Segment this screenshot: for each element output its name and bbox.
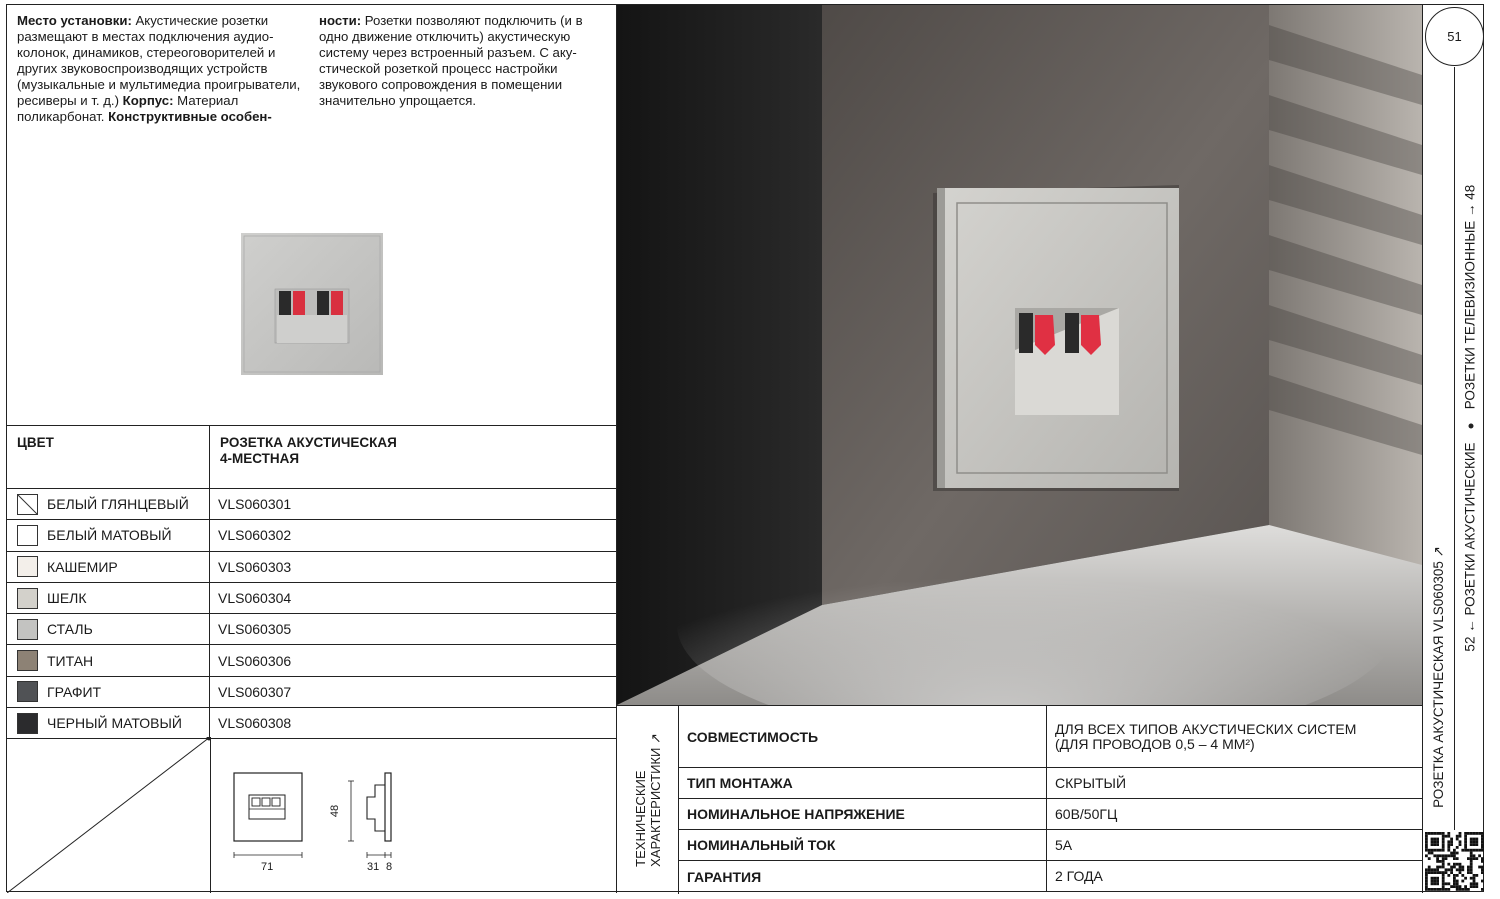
product-code: VLS060302 [218, 527, 292, 544]
color-row [7, 552, 617, 583]
spec-key: ТИП МОНТАЖА [679, 768, 1047, 798]
description-col-1 [17, 13, 305, 125]
desc-label-design-cont: ности: [319, 13, 362, 28]
product-code: VLS060303 [218, 558, 292, 575]
color-swatch [17, 525, 38, 546]
front-view-drawing [227, 771, 307, 871]
rail-divider [1454, 67, 1455, 830]
dim-depth-label: 31 [367, 861, 380, 873]
spec-key: НОМИНАЛЬНОЕ НАПРЯЖЕНИЕ [679, 799, 1047, 829]
color-cell [7, 677, 210, 707]
product-description [17, 13, 607, 125]
right-navigation-rail [1422, 5, 1485, 893]
spec-value: 60В/50ГЦ [1055, 805, 1118, 822]
specs-section-label [617, 706, 679, 894]
description-col-2 [319, 13, 607, 125]
color-swatch [17, 681, 38, 702]
color-swatch [17, 650, 38, 671]
color-name: ШЕЛК [47, 590, 87, 607]
color-table-header [7, 426, 617, 489]
color-table [7, 425, 617, 739]
color-name: ГРАФИТ [47, 683, 102, 700]
header-product: РОЗЕТКА АКУСТИЧЕСКАЯ 4-МЕСТНАЯ [220, 435, 397, 466]
drawing-divider [210, 737, 211, 893]
color-cell [7, 552, 210, 582]
color-cell [7, 645, 210, 675]
color-cell [7, 583, 210, 613]
spec-key: ГАРАНТИЯ [679, 861, 1047, 892]
product-thumbnail [241, 233, 383, 375]
spec-value: СКРЫТЫЙ [1055, 774, 1127, 791]
spec-key: НОМИНАЛЬНЫЙ ТОК [679, 830, 1047, 860]
color-cell [7, 520, 210, 550]
header-color: ЦВЕТ [7, 426, 210, 488]
side-view-drawing [335, 771, 405, 871]
color-row [7, 645, 617, 676]
spec-row [679, 799, 1422, 830]
color-row [7, 489, 617, 520]
technical-specs [617, 705, 1422, 893]
product-code: VLS060304 [218, 590, 292, 607]
product-code: VLS060305 [218, 621, 292, 638]
spec-row [679, 830, 1422, 861]
nav-link-acoustic-sockets[interactable]: 52 ← РОЗЕТКИ АКУСТИЧЕСКИЕ [1462, 442, 1478, 652]
product-title-vertical[interactable]: РОЗЕТКА АКУСТИЧЕСКАЯ VLS060305 ↗ [1431, 546, 1446, 808]
desc-text-body: Материал поликарбонат. [17, 93, 239, 124]
color-row [7, 708, 617, 739]
specs-label-text [633, 733, 663, 867]
color-name: КАШЕМИР [47, 558, 118, 575]
color-swatch [17, 713, 38, 734]
desc-label-install: Место установки: [17, 13, 132, 28]
left-column [7, 5, 617, 893]
dim-frame-label: 8 [386, 861, 393, 873]
desc-text-install: Акустические розетки размещают в местах подключения аудиоколонок, динамиков, стереоговорителей и других звуковоспроизводящих устройств (музыкальные и мультимедиа проигрыватели, ресиверы и т. д.) [17, 13, 301, 108]
color-name: ТИТАН [47, 652, 94, 669]
color-name: ЧЕРНЫЙ МАТОВЫЙ [47, 715, 182, 732]
color-swatch [17, 494, 38, 515]
spec-value: ДЛЯ ВСЕХ ТИПОВ АКУСТИЧЕСКИХ СИСТЕМ (ДЛЯ ПРОВОДОВ 0,5 – 4 ММ²) [1055, 720, 1357, 752]
product-code: VLS060307 [218, 683, 292, 700]
spec-row [679, 861, 1422, 892]
product-code: VLS060306 [218, 652, 292, 669]
desc-label-design: Конструктивные особен- [108, 109, 272, 124]
color-name: БЕЛЫЙ МАТОВЫЙ [47, 527, 172, 544]
spec-value: 5А [1055, 836, 1073, 853]
color-swatch [17, 619, 38, 640]
spec-row [679, 706, 1422, 768]
color-row [7, 520, 617, 551]
color-swatch [17, 556, 38, 577]
color-swatch [17, 588, 38, 609]
product-code: VLS060308 [218, 715, 292, 732]
dim-width-label: 71 [261, 861, 274, 873]
color-name: СТАЛЬ [47, 621, 93, 638]
page-number: 51 [1425, 7, 1484, 66]
product-photo [617, 5, 1422, 705]
rail-marker-dot [1468, 423, 1474, 429]
qr-code-icon[interactable] [1423, 830, 1485, 893]
specs-label-line1: ТЕХНИЧЕСКИЕ [633, 770, 648, 867]
catalog-page [6, 4, 1484, 892]
color-cell [7, 489, 210, 519]
desc-text-design: Розетки позволяют подключить (и в одно движение отключить) акустическую систему через встроенный разъем. С акустической розеткой процесс настройки звукового сопровождения в помещении значительно упрощается. [319, 13, 583, 108]
spec-value: 2 ГОДА [1055, 868, 1103, 884]
specs-label-line2: ХАРАКТЕРИСТИКИ ↗ [648, 733, 663, 867]
desc-label-body: Корпус: [122, 93, 174, 108]
empty-cell-diagonal [7, 737, 210, 893]
interior-render-image [617, 5, 1422, 705]
color-row [7, 583, 617, 614]
nav-link-tv-sockets[interactable]: РОЗЕТКИ ТЕЛЕВИЗИОННЫЕ → 48 [1462, 184, 1478, 410]
dim-height-label: 48 [329, 804, 342, 818]
product-code: VLS060301 [218, 496, 292, 513]
color-row [7, 677, 617, 708]
spec-row [679, 768, 1422, 799]
color-row [7, 614, 617, 645]
spec-key: СОВМЕСТИМОСТЬ [679, 706, 1047, 767]
color-name: БЕЛЫЙ ГЛЯНЦЕВЫЙ [47, 496, 189, 513]
specs-table [679, 706, 1422, 892]
color-cell [7, 708, 210, 738]
technical-drawing-area [7, 737, 617, 893]
color-cell [7, 614, 210, 644]
color-table-rows [7, 489, 617, 739]
